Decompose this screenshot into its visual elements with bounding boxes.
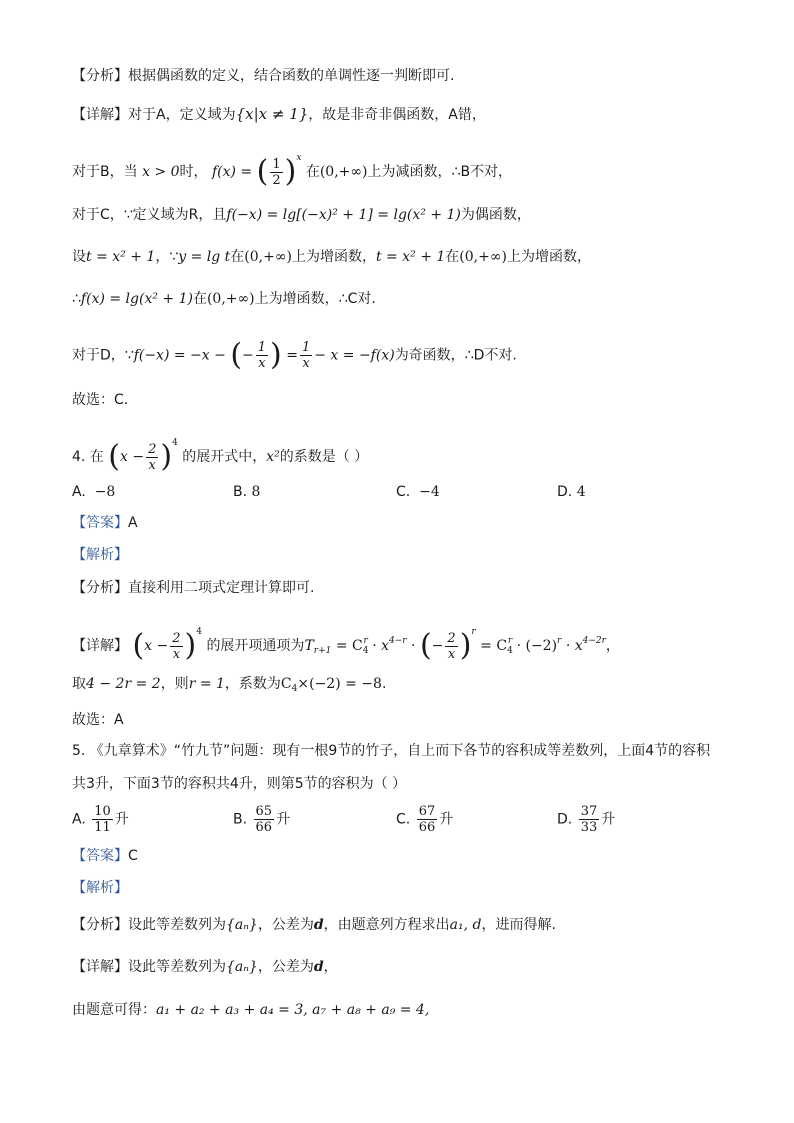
subscript: 4 — [507, 646, 513, 656]
set-mid2: 上为增函数， — [291, 249, 376, 265]
function-fx: f(x) = — [211, 164, 253, 180]
q4-option-c — [396, 482, 440, 502]
fraction-two-over-x — [170, 631, 182, 662]
option-label: B. — [233, 811, 248, 828]
neg-two-power: · (−2) — [516, 638, 558, 654]
fraction-numerator: 1 — [272, 156, 281, 172]
unit: 升 — [114, 811, 129, 828]
paren-open: ( — [419, 628, 432, 663]
detail-pre: 设此等差数列为 — [128, 959, 226, 975]
analysis-tag: 【分析】 — [72, 917, 128, 933]
paren-close: ) — [184, 628, 197, 663]
q4-option-d — [557, 482, 586, 502]
detail-post: ， — [323, 959, 338, 975]
detail-line-conclusion — [72, 289, 376, 309]
odd-expr-right: − x = −f(x) — [314, 347, 395, 364]
choose-answer: 故选：A — [72, 712, 124, 728]
minus-sign: − — [242, 347, 254, 364]
condition-expr: x > 0 — [142, 164, 180, 180]
paren-open: ( — [256, 154, 269, 189]
option-b-text: 对于B，当 — [72, 164, 138, 180]
option-fraction — [254, 804, 275, 835]
fraction-numerator: 65 — [255, 804, 273, 819]
q5-answer — [72, 846, 138, 866]
q5-condition — [72, 1000, 429, 1020]
fraction-numerator: 1 — [257, 340, 267, 355]
paren-close: ) — [284, 154, 297, 189]
common-difference: d — [313, 959, 324, 975]
option-label: D. — [557, 484, 573, 500]
analysis-tag: 【分析】 — [72, 68, 128, 84]
option-c-text: 对于C，∵定义域为R，且 — [72, 207, 227, 223]
detail-tag: 【详解】 — [72, 959, 128, 975]
q4-analysis — [72, 578, 314, 598]
take-mid: ，则 — [160, 676, 189, 692]
binomial-base: x − — [119, 449, 145, 465]
subscript: 4 — [291, 684, 298, 694]
even-expr: f(−x) = lg[(−x)² + 1] = lg(x² + 1) — [226, 207, 461, 223]
q4-pre: 在 — [89, 449, 104, 465]
minus-sign: − — [431, 638, 444, 654]
option-label: B. — [233, 484, 248, 500]
choose-answer: 故选：C. — [72, 392, 129, 408]
answer-value: A — [128, 515, 138, 531]
fraction-denominator: 66 — [255, 820, 273, 835]
option-label: A. — [72, 811, 86, 828]
comma: ， — [605, 638, 620, 654]
choose-line — [72, 390, 128, 410]
domain-set: {x|x ≠ 1} — [235, 105, 309, 123]
fraction-denominator: x — [172, 646, 181, 662]
paren-close: ) — [459, 628, 472, 663]
interval: 在(0,+∞) — [445, 249, 507, 265]
fraction-denominator: 11 — [94, 820, 111, 835]
option-label: C. — [396, 484, 411, 500]
fraction-half — [270, 157, 282, 188]
fraction-denominator: x — [302, 356, 310, 371]
option-label: A. — [72, 484, 86, 500]
exponent: 4 — [196, 627, 202, 637]
detail-tag: 【详解】 — [72, 107, 128, 123]
coefficient-calc: ×(−2) = −8 — [297, 676, 382, 692]
detail-mid: ，公差为 — [257, 959, 314, 975]
option-value: −8 — [94, 484, 116, 500]
general-term: T — [304, 638, 314, 654]
option-c-conclusion: 为偶函数， — [460, 207, 531, 223]
unit: 升 — [439, 811, 454, 828]
option-label: D. — [557, 811, 573, 828]
subscript: r+1 — [313, 646, 332, 656]
superscript: 4−r — [389, 636, 407, 646]
q5-text: 5. 《九章算术》“竹九节”问题：现有一根9节的竹子，自上而下各节的容积成等差数列，上面4节的容积 — [72, 743, 711, 759]
combination: C — [280, 676, 292, 692]
conclusion-text: 上为增函数，∴C对. — [254, 291, 376, 307]
fraction-denominator: 33 — [580, 820, 598, 835]
superscript: r — [471, 627, 476, 637]
fraction-numerator: 1 — [301, 340, 311, 355]
paren-close: ) — [160, 439, 173, 474]
analysis-pre: 设此等差数列为 — [128, 917, 226, 933]
option-fraction — [92, 804, 113, 835]
paren-open: ( — [132, 628, 145, 663]
fraction-one-over-x — [300, 340, 312, 371]
q5-option-b — [233, 804, 290, 835]
t-definition: t = x² + 1 — [86, 249, 156, 265]
fraction-denominator: 66 — [418, 820, 436, 835]
condition-pre: 由题意可得： — [72, 1002, 156, 1018]
paren-open: ( — [108, 439, 120, 474]
analysis-text: 根据偶函数的定义，结合函数的单调性逐一判断即可. — [128, 68, 455, 84]
subscript: 4 — [362, 646, 369, 656]
q4-answer — [72, 513, 138, 533]
paren-open: ( — [230, 337, 243, 373]
analysis-tag: 【分析】 — [72, 580, 128, 596]
analysis-text: 直接利用二项式定理计算即可. — [128, 580, 315, 596]
fraction-numerator: 37 — [580, 804, 598, 819]
fraction-one-over-x — [256, 340, 268, 371]
fraction-numerator: 2 — [148, 441, 157, 457]
q5-analysis — [72, 915, 556, 935]
condition-equations: a₁ + a₂ + a₃ + a₄ = 3, a₇ + a₈ + a₉ = 4, — [156, 1002, 430, 1018]
q4-stem — [72, 433, 368, 473]
option-a-text: 对于A，定义域为 — [128, 107, 236, 123]
analysis-line — [72, 66, 454, 86]
sequence: {aₙ} — [226, 917, 258, 933]
option-fraction — [417, 804, 438, 835]
fraction-numerator: 2 — [447, 630, 456, 646]
term: x² — [266, 449, 280, 465]
exponent: 4 — [172, 438, 178, 448]
superscript: 4−2r — [582, 636, 606, 646]
function-expr: f(x) = lg(x² + 1) — [80, 291, 193, 307]
fraction-numerator: 10 — [94, 804, 111, 819]
q4-take — [72, 674, 386, 699]
interval: 在(0,+∞) — [230, 249, 292, 265]
power-x: · x — [372, 638, 390, 654]
detail-line-a — [72, 104, 486, 125]
q5-explain — [72, 878, 128, 898]
option-d-text: 对于D，∵ — [72, 347, 134, 364]
q4-option-a — [72, 482, 115, 502]
r-value: r = 1 — [188, 676, 225, 692]
option-label: C. — [396, 811, 411, 828]
answer-tag: 【答案】 — [72, 515, 128, 531]
analysis-mid: ，公差为 — [257, 917, 314, 933]
q5-detail — [72, 957, 338, 977]
therefore-symbol: ∴ — [72, 291, 81, 307]
take-pre: 取 — [72, 676, 86, 692]
option-fraction — [579, 804, 600, 835]
answer-value: C — [128, 848, 138, 864]
detail-line-b — [72, 148, 512, 188]
q4-post: 的系数是（ ） — [279, 449, 369, 465]
q5-text: 共3升，下面3节的容积共4升，则第5节的容积为（ ） — [72, 776, 407, 792]
superscript: r — [507, 636, 513, 646]
y-definition: y = lg t — [178, 249, 231, 265]
option-a-conclusion: ，故是非奇非偶函数，A错， — [308, 107, 486, 123]
set-post: 上为增函数， — [506, 249, 591, 265]
q5-option-a — [72, 804, 129, 835]
combination: = C — [335, 638, 363, 654]
equals: = — [286, 347, 298, 364]
analysis-post: ，进而得解. — [481, 917, 556, 933]
q5-stem-line1 — [72, 741, 710, 761]
sequence: {aₙ} — [226, 959, 258, 975]
q4-mid: 的展开式中， — [182, 449, 267, 465]
take-mid2: ，系数为 — [224, 676, 281, 692]
answer-tag: 【答案】 — [72, 848, 128, 864]
q4-explain — [72, 545, 128, 565]
fraction-denominator: x — [258, 356, 266, 371]
explain-tag: 【解析】 — [72, 880, 128, 896]
binomial-base: x − — [144, 638, 169, 654]
option-b-mid: 时， — [179, 164, 208, 180]
q5-stem-line2 — [72, 774, 406, 794]
paren-close: ) — [270, 337, 282, 373]
explain-tag: 【解析】 — [72, 547, 128, 563]
fraction-two-over-x — [146, 442, 158, 473]
set-text: 设 — [72, 249, 86, 265]
set-mid: ，∵ — [155, 249, 179, 265]
unit: 升 — [276, 811, 291, 828]
power-x: · x — [565, 638, 583, 654]
combination: = C — [480, 638, 508, 654]
option-value: 4 — [576, 484, 586, 500]
period: . — [381, 676, 387, 692]
option-value: −4 — [419, 484, 440, 500]
q5-option-c — [396, 804, 453, 835]
detail-mid: 的展开项通项为 — [206, 638, 305, 654]
interval: 在(0,+∞) — [305, 164, 368, 180]
odd-expr-left: f(−x) = −x − — [133, 347, 226, 364]
q4-choose — [72, 710, 124, 730]
q5-option-d — [557, 804, 615, 835]
option-value: 8 — [251, 484, 261, 500]
option-b-conclusion: 上为减函数，∴B不对， — [367, 164, 513, 180]
take-equation: 4 − 2r = 2 — [86, 676, 161, 692]
common-difference: d — [313, 917, 324, 933]
fraction-denominator: x — [148, 457, 156, 473]
detail-line-set — [72, 247, 591, 267]
detail-tag: 【详解】 — [72, 638, 128, 654]
fraction-numerator: 67 — [418, 804, 436, 819]
interval: 在(0,+∞) — [192, 291, 255, 307]
q4-detail — [72, 622, 620, 662]
detail-line-d — [72, 337, 517, 373]
fraction-numerator: 2 — [172, 630, 181, 646]
question-number: 4. — [72, 449, 86, 465]
superscript: r — [363, 636, 368, 646]
fraction-two-over-x — [445, 631, 457, 662]
analysis-mid2: ，由题意列方程求出 — [323, 917, 450, 933]
dot: · — [411, 638, 416, 654]
exponent: x — [296, 153, 302, 163]
fraction-denominator: x — [447, 646, 456, 662]
option-d-conclusion: 为奇函数，∴D不对. — [394, 347, 517, 364]
t-definition: t = x² + 1 — [375, 249, 446, 265]
q4-option-b — [233, 482, 260, 502]
detail-line-c — [72, 205, 531, 225]
fraction-denominator: 2 — [272, 172, 281, 188]
superscript: r — [557, 636, 562, 646]
unit: 升 — [601, 811, 616, 828]
unknowns: a₁, d — [449, 917, 482, 933]
